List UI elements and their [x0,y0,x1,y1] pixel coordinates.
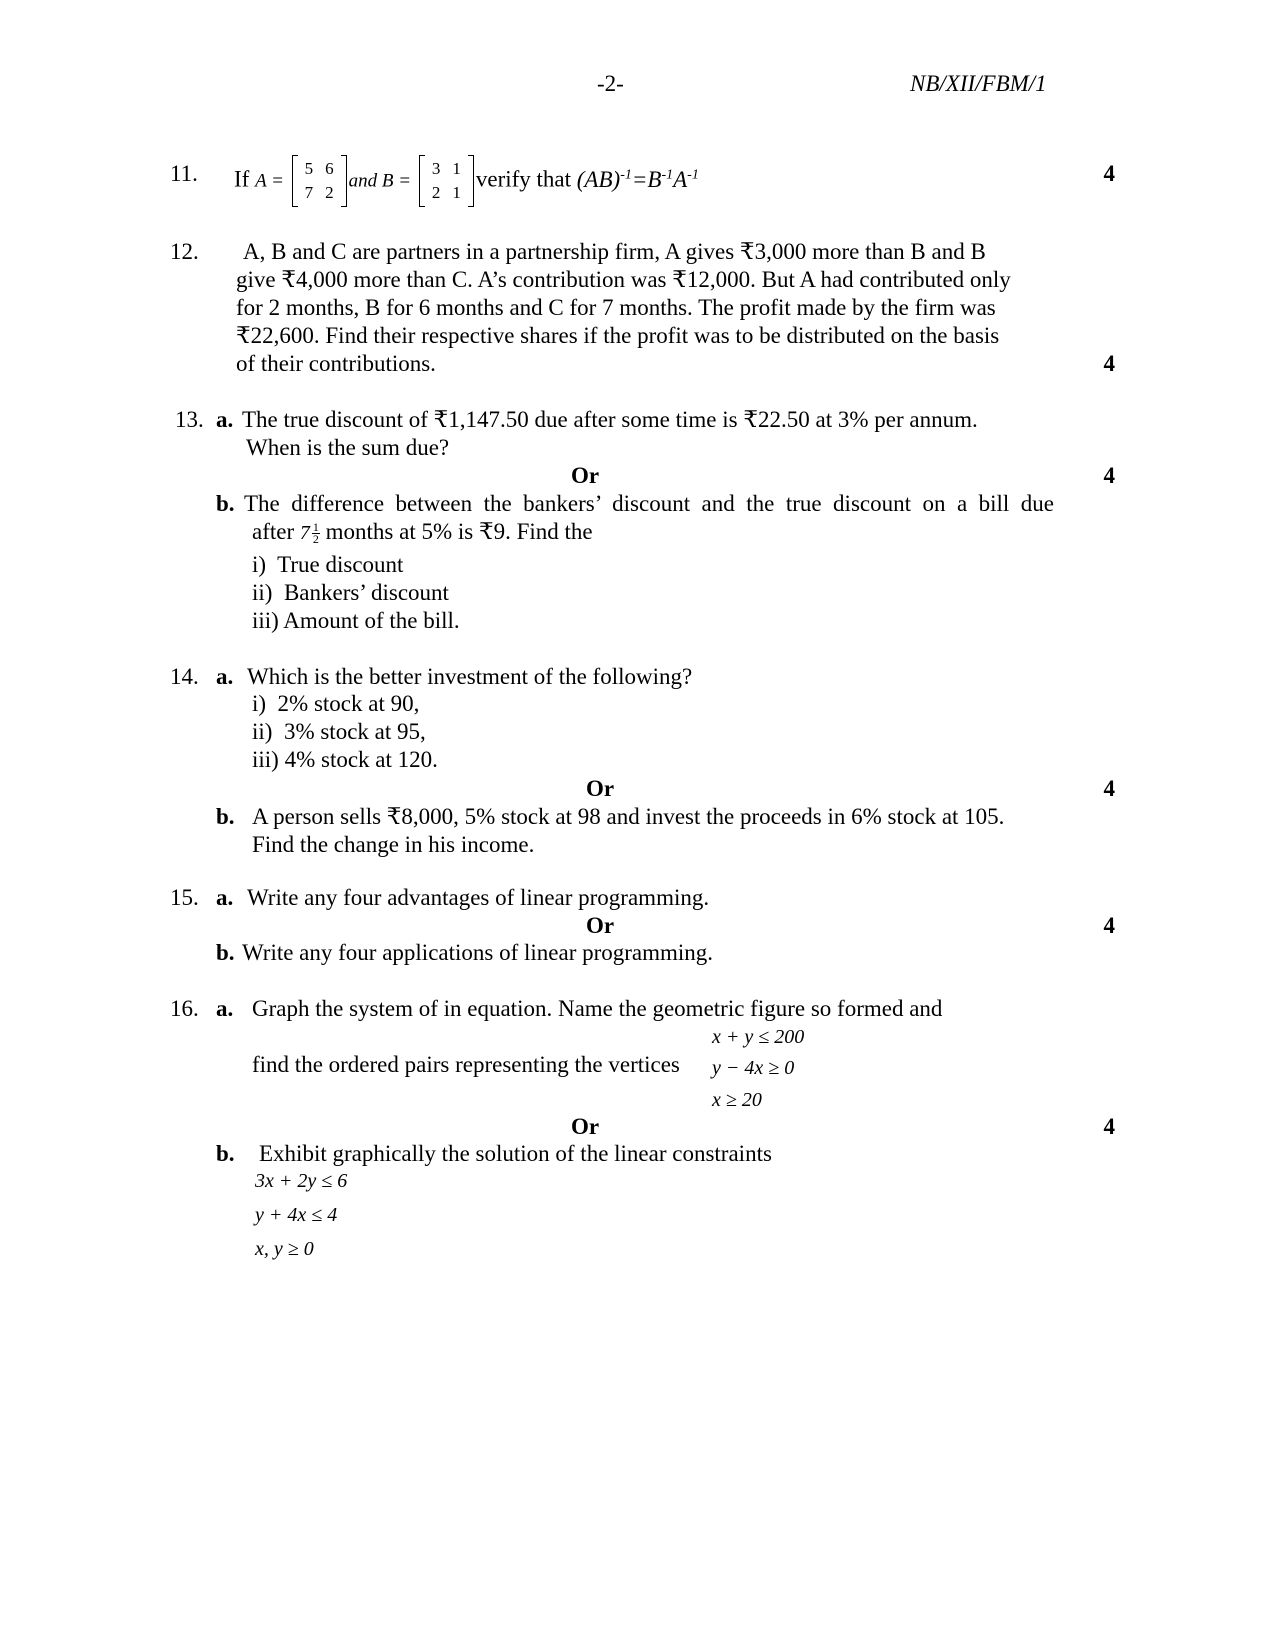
part-b-line: The difference between the bankers’ discount and the true discount on a bill due [244,491,1054,516]
or-separator: Or [571,1114,600,1139]
or-separator: Or [586,913,615,938]
part-b-label: b. [216,804,235,829]
list-item: iii) Amount of the bill. [252,608,460,633]
inequality: y − 4x ≥ 0 [712,1057,795,1079]
part-b-label: b. [216,1141,235,1166]
question-number: 14. [170,664,199,689]
part-a-line: The true discount of ₹1,147.50 due after some time is ₹22.50 at 3% per annum. [242,407,978,432]
question-number: 15. [170,885,199,910]
part-b-line: Write any four applications of linear programming. [242,940,714,965]
part-a-label: a. [216,996,234,1021]
fraction: $\frac{1}{2}$ [312,520,319,547]
part-b-line: Find the change in his income. [252,832,535,857]
matrix-cell: 2 [325,183,334,203]
matrix-b [419,155,474,207]
question-text [234,147,699,210]
question-number: 16. [170,996,199,1021]
list-item: iii) 4% stock at 120. [252,747,438,772]
question-line: A, B and C are partners in a partnership firm, A gives ₹3,000 more than B and B [243,239,986,264]
question-number: 11. [170,161,198,186]
matrix-cell: 1 [452,159,461,179]
page-number: -2- [597,71,624,96]
matrix-cell: 1 [452,183,461,203]
marks: 4 [1103,1114,1115,1139]
marks: 4 [1103,351,1115,376]
part-a-line: Graph the system of in equation. Name the geometric figure so formed and [252,996,943,1021]
marks: 4 [1103,776,1115,801]
matrix-a-label: A = [255,170,284,192]
part-a-line: When is the sum due? [246,435,450,460]
part-a-label: a. [216,407,234,432]
marks: 4 [1103,463,1115,488]
part-a-line: Write any four advantages of linear programming. [247,885,710,910]
inequality: x + y ≤ 200 [712,1026,805,1048]
inequality: x ≥ 20 [712,1089,762,1111]
part-b-line: after 7 $\frac{1}{2}$ months at 5% is ₹9. Find the [252,519,593,547]
matrix-a [292,155,347,207]
part-a-label: a. [216,664,234,689]
if-word: If [234,166,250,192]
part-a-line: Which is the better investment of the following? [247,664,693,689]
list-item: i) True discount [252,552,404,577]
question-line: ₹22,600. Find their respective shares if the profit was to be distributed on the basis [236,323,1000,348]
matrix-cell: 6 [325,159,334,179]
constraint: x, y ≥ 0 [255,1238,314,1260]
constraint: y + 4x ≤ 4 [255,1204,338,1226]
list-item: ii) 3% stock at 95, [252,719,426,744]
constraint: 3x + 2y ≤ 6 [255,1170,348,1192]
list-item: i) 2% stock at 90, [252,691,420,716]
or-separator: Or [586,776,615,801]
marks: 4 [1103,913,1115,938]
question-line: of their contributions. [236,351,436,376]
matrix-b-label: and B = [348,170,412,192]
part-a-label: a. [216,885,234,910]
verify-text: verify that [475,166,572,192]
matrix-cell: 2 [431,183,441,203]
matrix-cell: 5 [304,159,314,179]
part-b-line: A person sells ₹8,000, 5% stock at 98 and invest the proceeds in 6% stock at 105. [252,804,1005,829]
marks: 4 [1103,161,1115,186]
formula: $(AB)^{-1}=B^{-1}A^{-1}$ [576,166,699,192]
question-number: 12. [170,239,199,264]
question-line: give ₹4,000 more than C. A’s contribution was ₹12,000. But A had contributed only [236,267,1011,292]
question-line: for 2 months, B for 6 months and C for 7 months. The profit made by the firm was [236,295,996,320]
paper-code: NB/XII/FBM/1 [910,71,1047,96]
part-b-label: b. [216,940,235,965]
part-b-label: b. [216,491,235,516]
question-number: 13. [175,407,204,432]
part-b-line: Exhibit graphically the solution of the linear constraints [259,1141,772,1166]
or-separator: Or [571,463,600,488]
matrix-cell: 7 [304,183,314,203]
part-a-line: find the ordered pairs representing the vertices [252,1052,680,1077]
matrix-cell: 3 [431,159,441,179]
list-item: ii) Bankers’ discount [252,580,449,605]
